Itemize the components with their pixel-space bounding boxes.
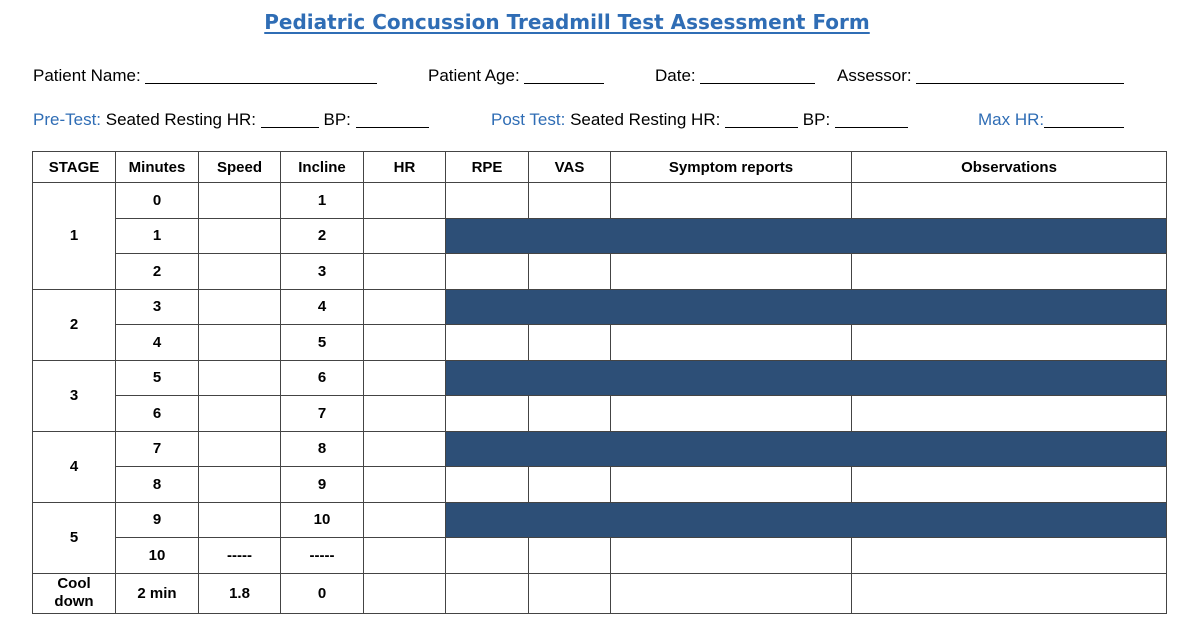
table-row xyxy=(33,502,1167,538)
hr-cell[interactable] xyxy=(364,254,446,290)
patient-age-label: Patient Age: xyxy=(428,66,520,85)
date-label: Date: xyxy=(655,66,696,85)
rpe-cell[interactable] xyxy=(446,254,529,290)
vas-cell[interactable] xyxy=(529,254,611,290)
posttest-line xyxy=(491,110,908,130)
patient-age-blank[interactable] xyxy=(524,67,604,84)
max-hr-label: Max HR: xyxy=(978,110,1045,129)
table-header-row xyxy=(33,152,1167,183)
hr-cell[interactable] xyxy=(364,360,446,396)
header-vas: VAS xyxy=(529,152,611,183)
table-row xyxy=(33,573,1167,613)
minutes-cell: 4 xyxy=(116,325,199,361)
posttest-bp-label: BP: xyxy=(802,110,831,129)
speed-cell[interactable] xyxy=(199,396,281,432)
symptom-cell[interactable] xyxy=(611,467,852,503)
vas-cell[interactable] xyxy=(529,183,611,219)
pretest-hr-label: Seated Resting HR: xyxy=(105,110,257,129)
patient-name-label: Patient Name: xyxy=(33,66,141,85)
observation-cell[interactable] xyxy=(852,396,1167,432)
observation-cell[interactable] xyxy=(852,467,1167,503)
speed-cell[interactable] xyxy=(199,467,281,503)
posttest-hr-blank[interactable] xyxy=(725,111,798,128)
observation-cell[interactable] xyxy=(852,183,1167,219)
pretest-bp-blank[interactable] xyxy=(356,111,429,128)
minutes-cell: 9 xyxy=(116,502,199,538)
minutes-cell: 10 xyxy=(116,538,199,574)
vas-cell[interactable] xyxy=(529,573,611,613)
assessor-field[interactable] xyxy=(837,66,1124,86)
pretest-bp-label: BP: xyxy=(323,110,351,129)
incline-cell: 3 xyxy=(281,254,364,290)
form-title: Pediatric Concussion Treadmill Test Assessment Form xyxy=(264,10,870,34)
patient-age-field[interactable] xyxy=(428,66,604,86)
hr-cell[interactable] xyxy=(364,289,446,325)
header-minutes: Minutes xyxy=(116,152,199,183)
table-row xyxy=(33,325,1167,361)
assessor-label: Assessor: xyxy=(837,66,912,85)
vas-cell[interactable] xyxy=(529,325,611,361)
minutes-cell: 3 xyxy=(116,289,199,325)
vas-cell[interactable] xyxy=(529,538,611,574)
symptom-cell[interactable] xyxy=(611,573,852,613)
max-hr-blank[interactable] xyxy=(1044,111,1124,128)
patient-name-field[interactable] xyxy=(33,66,377,86)
speed-cell[interactable] xyxy=(199,325,281,361)
speed-cell[interactable] xyxy=(199,183,281,219)
minutes-cell: 5 xyxy=(116,360,199,396)
cooldown-label-line2: down xyxy=(54,593,94,610)
shaded-band xyxy=(446,218,1167,254)
table-row xyxy=(33,254,1167,290)
speed-cell[interactable] xyxy=(199,431,281,467)
table-row xyxy=(33,360,1167,396)
incline-cell: 8 xyxy=(281,431,364,467)
header-symptom-reports: Symptom reports xyxy=(611,152,852,183)
header-speed: Speed xyxy=(199,152,281,183)
incline-cell: 5 xyxy=(281,325,364,361)
symptom-cell[interactable] xyxy=(611,396,852,432)
hr-cell[interactable] xyxy=(364,396,446,432)
table-row xyxy=(33,218,1167,254)
stage-cell: 1 xyxy=(33,183,116,290)
table-row xyxy=(33,431,1167,467)
cooldown-label-line1: Cool xyxy=(57,575,91,592)
incline-cell: 9 xyxy=(281,467,364,503)
header-stage: STAGE xyxy=(33,152,116,183)
shaded-band xyxy=(446,502,1167,538)
header-observations: Observations xyxy=(852,152,1167,183)
hr-cell[interactable] xyxy=(364,183,446,219)
rpe-cell[interactable] xyxy=(446,396,529,432)
shaded-band xyxy=(446,289,1167,325)
vas-cell[interactable] xyxy=(529,396,611,432)
hr-cell[interactable] xyxy=(364,467,446,503)
speed-cell[interactable] xyxy=(199,218,281,254)
patient-name-blank[interactable] xyxy=(145,67,377,84)
speed-cell[interactable] xyxy=(199,360,281,396)
rpe-cell[interactable] xyxy=(446,183,529,219)
incline-cell: 0 xyxy=(281,573,364,613)
treadmill-table xyxy=(32,151,1167,614)
minutes-cell: 7 xyxy=(116,431,199,467)
symptom-cell[interactable] xyxy=(611,538,852,574)
table-row xyxy=(33,289,1167,325)
rpe-cell[interactable] xyxy=(446,573,529,613)
stage-cell: 5 xyxy=(33,502,116,573)
max-hr-field[interactable] xyxy=(978,110,1124,130)
incline-cell: 4 xyxy=(281,289,364,325)
hr-cell[interactable] xyxy=(364,573,446,613)
table-row xyxy=(33,183,1167,219)
minutes-cell: 2 min xyxy=(116,573,199,613)
stage-cell: 2 xyxy=(33,289,116,360)
header-incline: Incline xyxy=(281,152,364,183)
hr-cell[interactable] xyxy=(364,325,446,361)
hr-cell[interactable] xyxy=(364,431,446,467)
pretest-hr-blank[interactable] xyxy=(261,111,319,128)
symptom-cell[interactable] xyxy=(611,183,852,219)
header-rpe: RPE xyxy=(446,152,529,183)
observation-cell[interactable] xyxy=(852,325,1167,361)
incline-cell: 6 xyxy=(281,360,364,396)
posttest-hr-label: Seated Resting HR: xyxy=(570,110,721,129)
stage-cell: 4 xyxy=(33,431,116,502)
vas-cell[interactable] xyxy=(529,467,611,503)
speed-cell: ----- xyxy=(199,538,281,574)
date-blank[interactable] xyxy=(700,67,815,84)
table-row xyxy=(33,396,1167,432)
pretest-label: Pre-Test: xyxy=(33,110,102,129)
assessor-blank[interactable] xyxy=(916,67,1124,84)
rpe-cell[interactable] xyxy=(446,325,529,361)
observation-cell[interactable] xyxy=(852,538,1167,574)
speed-cell[interactable] xyxy=(199,502,281,538)
table-row xyxy=(33,538,1167,574)
shaded-band xyxy=(446,360,1167,396)
speed-cell: 1.8 xyxy=(199,573,281,613)
minutes-cell: 8 xyxy=(116,467,199,503)
observation-cell[interactable] xyxy=(852,573,1167,613)
table-row xyxy=(33,467,1167,503)
speed-cell[interactable] xyxy=(199,254,281,290)
incline-cell: 10 xyxy=(281,502,364,538)
rpe-cell[interactable] xyxy=(446,467,529,503)
date-field[interactable] xyxy=(655,66,815,86)
minutes-cell: 6 xyxy=(116,396,199,432)
stage-cell: 3 xyxy=(33,360,116,431)
hr-cell[interactable] xyxy=(364,502,446,538)
minutes-cell: 2 xyxy=(116,254,199,290)
header-hr: HR xyxy=(364,152,446,183)
observation-cell[interactable] xyxy=(852,254,1167,290)
posttest-bp-blank[interactable] xyxy=(835,111,908,128)
minutes-cell: 1 xyxy=(116,218,199,254)
pretest-line xyxy=(33,110,429,130)
hr-cell[interactable] xyxy=(364,538,446,574)
posttest-label: Post Test: xyxy=(491,110,566,129)
symptom-cell[interactable] xyxy=(611,325,852,361)
incline-cell: ----- xyxy=(281,538,364,574)
cooldown-stage-cell xyxy=(33,573,116,613)
incline-cell: 1 xyxy=(281,183,364,219)
rpe-cell[interactable] xyxy=(446,538,529,574)
shaded-band xyxy=(446,431,1167,467)
minutes-cell: 0 xyxy=(116,183,199,219)
incline-cell: 7 xyxy=(281,396,364,432)
incline-cell: 2 xyxy=(281,218,364,254)
hr-cell[interactable] xyxy=(364,218,446,254)
symptom-cell[interactable] xyxy=(611,254,852,290)
speed-cell[interactable] xyxy=(199,289,281,325)
